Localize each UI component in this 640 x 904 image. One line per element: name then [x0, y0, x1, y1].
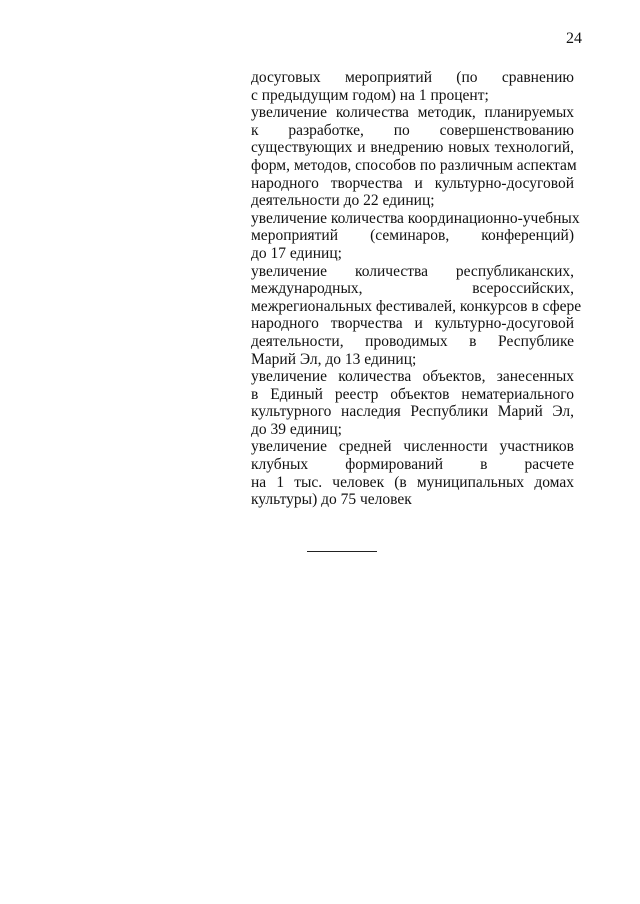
text-line: в Единый реестр объектов нематериального: [251, 385, 574, 403]
text-line: народного творчества и культурно-досуговой: [251, 315, 574, 333]
text-line: с предыдущим годом) на 1 процент;: [251, 86, 489, 104]
text-line: народного творчества и культурно-досуговой: [251, 174, 574, 192]
text-line: увеличение количества методик, планируемых: [251, 104, 574, 122]
text-line: до 39 единиц;: [251, 420, 342, 438]
text-line: форм, методов, способов по различным аспектам: [251, 156, 577, 174]
text-line: существующих и внедрению новых технологий,: [251, 139, 574, 157]
text-line: увеличение количества республиканских,: [251, 262, 574, 280]
document-text: [251, 69, 582, 509]
text-line: международных, всероссийских,: [251, 280, 574, 298]
text-line: к разработке, по совершенствованию: [251, 121, 574, 139]
text-line: увеличение количества объектов, занесенных: [251, 368, 574, 386]
closing-rule: [307, 551, 377, 552]
text-line: досуговых мероприятий (по сравнению: [251, 69, 574, 86]
text-line: культуры) до 75 человек: [251, 491, 412, 509]
text-line: мероприятий (семинаров, конференций): [251, 227, 574, 245]
text-line: деятельности до 22 единиц;: [251, 192, 435, 210]
text-line: увеличение средней численности участников: [251, 438, 574, 456]
text-line: клубных формирований в расчете: [251, 456, 574, 474]
text-line: Марий Эл, до 13 единиц;: [251, 350, 417, 368]
page-number: 24: [566, 30, 582, 47]
text-line: до 17 единиц;: [251, 244, 342, 262]
text-line: межрегиональных фестивалей, конкурсов в сфере: [251, 297, 582, 315]
text-line: на 1 тыс. человек (в муниципальных домах: [251, 473, 574, 491]
text-line: культурного наследия Республики Марий Эл,: [251, 403, 574, 421]
text-line: деятельности, проводимых в Республике: [251, 332, 574, 350]
text-line: увеличение количества координационно-учебных: [251, 209, 580, 227]
